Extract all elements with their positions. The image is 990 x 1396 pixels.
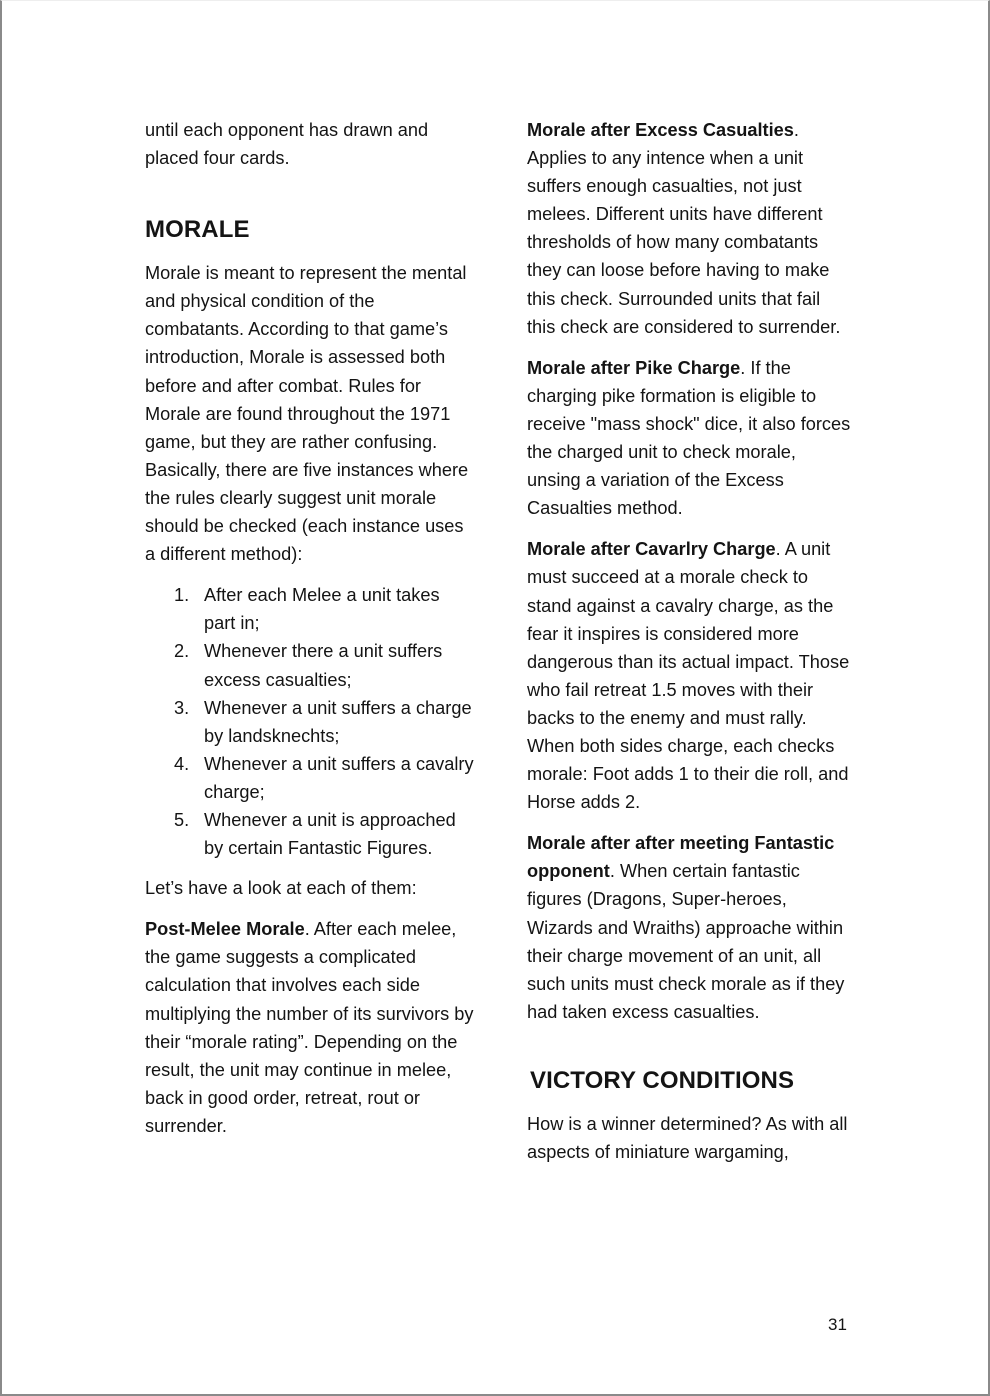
victory-conditions-heading: VICTORY CONDITIONS	[530, 1066, 795, 1094]
excess-casualties-paragraph	[527, 116, 852, 341]
morale-heading: MORALE	[145, 216, 250, 244]
excess-casualties-body: . Applies to any intence when a unit suffers enough casualties, not just melees. Different units have different thresholds of how many combatants they can loose before having to make this check. Surrounded units that fail this check are considered to surrender.	[527, 120, 841, 337]
pike-charge-title: Morale after Pike Charge	[527, 357, 741, 378]
list-item-text: After each Melee a unit takes part in;	[204, 585, 440, 634]
lets-look-paragraph: Let’s have a look at each of them:	[145, 878, 417, 899]
fantastic-opponent-paragraph	[527, 829, 852, 1026]
list-item-number: 1.	[174, 585, 190, 606]
left-column	[145, 116, 475, 1153]
excess-casualties-title: Morale after Excess Casualties	[527, 120, 794, 140]
cavalry-charge-title: Morale after Cavarlry Charge	[527, 539, 776, 560]
list-item-text: Whenever there a unit suffers excess casualties;	[204, 641, 443, 690]
list-item	[145, 581, 475, 637]
list-item-text: Whenever a unit is approached by certain Fantastic Figures.	[204, 809, 456, 859]
list-item-number: 4.	[174, 753, 190, 774]
cavalry-charge-paragraph	[527, 535, 852, 816]
list-item-number: 5.	[174, 809, 190, 830]
cavalry-charge-body: . A unit must succeed at a morale check to stand against a cavalry charge, as the fear it inspires is considered more dangerous than its actual impact. Those who fail retreat 1.5 moves with their backs to the enemy and must rally. When both sides charge, each checks morale: Foot adds 1 to their die roll, and Horse adds 2.	[527, 539, 850, 813]
pike-charge-paragraph	[527, 354, 852, 523]
post-melee-title: Post-Melee Morale	[145, 919, 305, 940]
intro-paragraph: until each opponent has drawn and placed four cards.	[145, 120, 429, 169]
post-melee-body: . After each melee, the game suggests a complicated calculation that involves each side multiplying the number of its survivors by their “morale rating”. Depending on the result, the unit may continue in melee, back in good order, retreat, rout or surrender.	[145, 919, 474, 1136]
morale-paragraph: Morale is meant to represent the mental and physical condition of the combatants. According to that game’s introduction, Morale is assessed both before and after combat. Rules for Morale are found throughout the 1971 game, but they are rather confusing. Basically, there are five instances where the rules clearly suggest unit morale should be checked (each instance uses a different method):	[145, 263, 469, 565]
list-item-text: Whenever a unit suffers a cavalry charge;	[204, 753, 474, 802]
page-number: 31	[828, 1315, 847, 1334]
list-item	[145, 806, 475, 862]
post-melee-paragraph	[145, 915, 475, 1140]
list-item	[145, 750, 475, 806]
list-item	[145, 694, 475, 750]
pike-charge-body: . If the charging pike formation is eligible to receive "mass shock" dice, it also forces the charged unit to check morale, unsing a variation of the Excess Casualties method.	[527, 357, 851, 519]
right-column	[527, 116, 852, 1179]
fantastic-opponent-body: . When certain fantastic figures (Dragons, Super-heroes, Wizards and Wraiths) approache within their charge movement of an unit, all such units must check morale as if they had taken excess casualties.	[527, 861, 845, 1022]
list-item-text: Whenever a unit suffers a charge by landsknechts;	[204, 697, 472, 746]
fantastic-opponent-title: Morale after after meeting Fantastic opponent	[527, 833, 835, 882]
morale-instances-list	[145, 581, 475, 862]
list-item-number: 3.	[174, 697, 190, 718]
list-item-number: 2.	[174, 641, 190, 662]
victory-paragraph: How is a winner determined? As with all aspects of miniature wargaming,	[527, 1113, 848, 1162]
list-item	[145, 637, 475, 693]
